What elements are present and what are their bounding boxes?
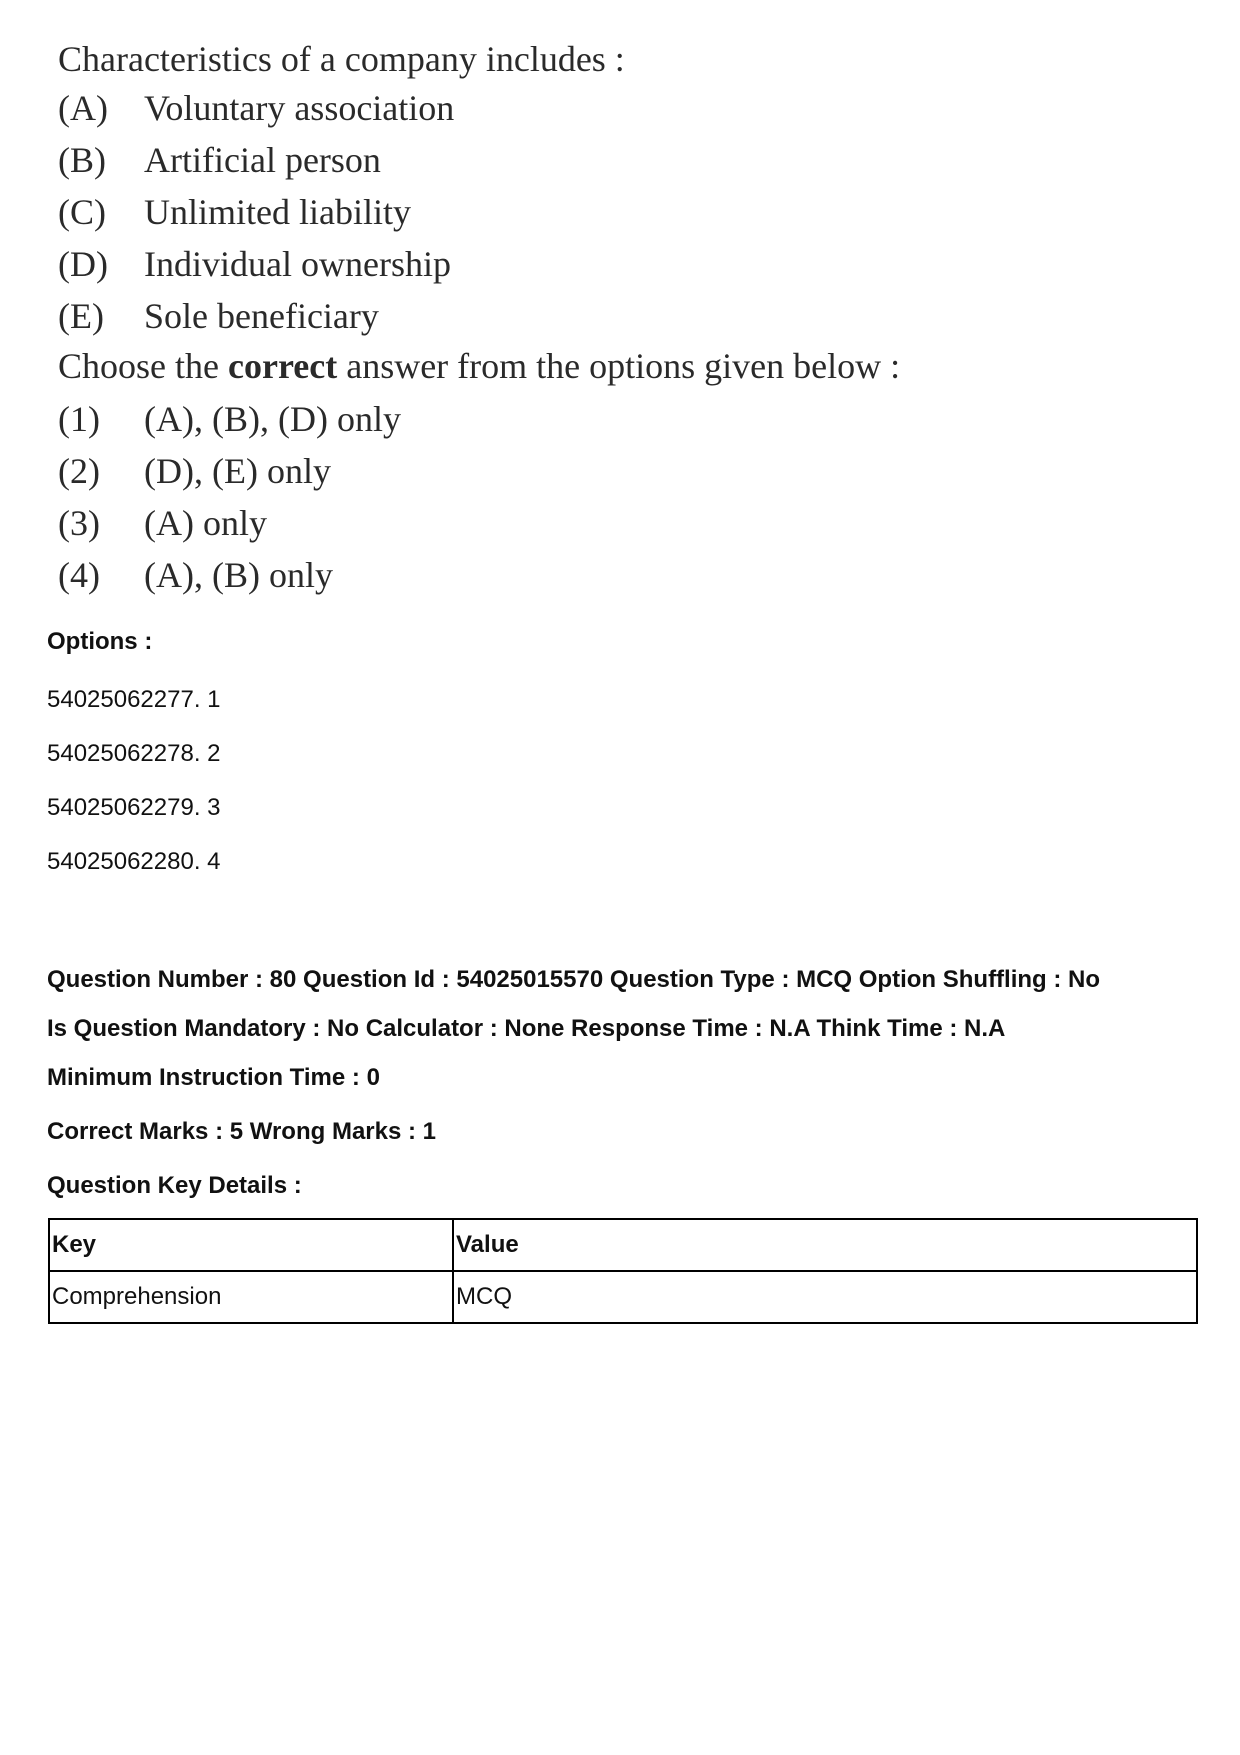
- choice-text: (A), (B), (D) only: [144, 399, 401, 439]
- choice-label: (2): [58, 451, 100, 491]
- statement-label: (B): [58, 140, 106, 180]
- options-heading: Options :: [47, 628, 153, 655]
- table-header-cell: Key: [49, 1219, 453, 1271]
- question-stem: Characteristics of a company includes :: [58, 39, 625, 79]
- table-row: [49, 1271, 1197, 1323]
- key-details-table: [48, 1218, 1198, 1324]
- question-meta-line: Minimum Instruction Time : 0: [47, 1064, 380, 1091]
- table-cell: MCQ: [453, 1271, 1197, 1323]
- question-meta-line: Question Number : 80 Question Id : 54025015570 Question Type : MCQ Option Shuffling : No: [47, 966, 1101, 993]
- choice-label: (3): [58, 503, 100, 543]
- choice-text: (A) only: [144, 503, 267, 543]
- choice-label: (4): [58, 555, 100, 595]
- option-item: 54025062277. 1: [47, 686, 221, 713]
- option-item: 54025062279. 3: [47, 794, 221, 821]
- choice-text: (A), (B) only: [144, 555, 333, 595]
- choice-1: [58, 398, 1058, 442]
- statement-e: [58, 295, 1058, 339]
- statement-text: Voluntary association: [144, 88, 455, 128]
- statement-a: [58, 87, 1058, 131]
- choice-4: [58, 554, 1058, 598]
- choice-label: (1): [58, 399, 100, 439]
- instruction-text: Choose the: [58, 346, 228, 386]
- option-item: 54025062278. 2: [47, 740, 221, 767]
- table-header-cell: Value: [453, 1219, 1197, 1271]
- table-cell: Comprehension: [49, 1271, 453, 1323]
- statement-label: (D): [58, 244, 108, 284]
- question-meta-line: Is Question Mandatory : No Calculator : None Response Time : N.A Think Time : N.A: [47, 1015, 1006, 1042]
- statement-c: [58, 191, 1058, 235]
- question-instruction: [58, 345, 900, 387]
- instruction-emphasis: correct: [227, 346, 338, 386]
- key-details-heading: Question Key Details :: [47, 1172, 302, 1199]
- choice-3: [58, 502, 1058, 546]
- statement-text: Sole beneficiary: [144, 296, 379, 336]
- statement-label: (A): [58, 88, 108, 128]
- marks-line: Correct Marks : 5 Wrong Marks : 1: [47, 1118, 437, 1145]
- statement-text: Individual ownership: [144, 244, 451, 284]
- choice-text: (D), (E) only: [144, 451, 331, 491]
- instruction-text: answer from the options given below :: [337, 346, 901, 386]
- statement-label: (E): [58, 296, 104, 336]
- choice-2: [58, 450, 1058, 494]
- statement-b: [58, 139, 1058, 183]
- table-header-row: [49, 1219, 1197, 1271]
- statement-text: Unlimited liability: [144, 192, 411, 232]
- option-item: 54025062280. 4: [47, 848, 221, 875]
- statement-text: Artificial person: [144, 140, 381, 180]
- statement-label: (C): [58, 192, 106, 232]
- statement-d: [58, 243, 1058, 287]
